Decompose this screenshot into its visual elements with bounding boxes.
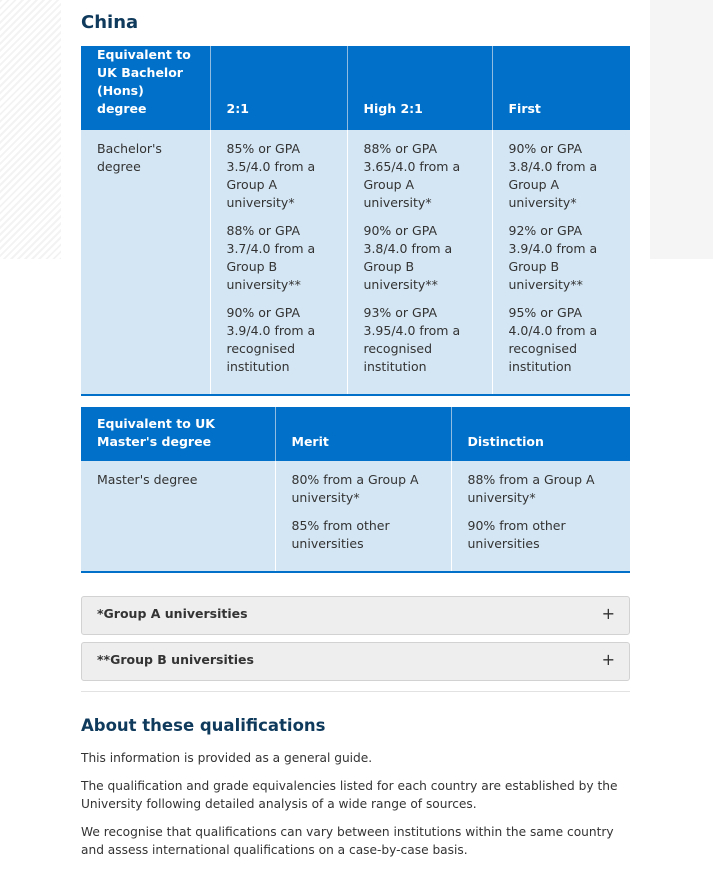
grade-entry: 85% or GPA 3.5/4.0 from a Group A university* [226,141,316,210]
grade-entry: 88% from a Group A university* [467,472,595,505]
grade-entry: 88% or GPA 3.7/4.0 from a Group B university** [226,223,316,292]
grade-cell [492,130,630,395]
about-paragraph: This information is provided as a general guide. [81,751,373,765]
accordion-group-a-universities[interactable] [81,596,630,635]
table-row [81,461,630,572]
accordion-label: *Group A universities [97,606,248,621]
grade-entry: 90% or GPA 3.8/4.0 from a Group B university** [363,223,453,292]
column-header: Merit [275,407,451,461]
column-header: Equivalent to UK Bachelor (Hons) degree [81,46,210,130]
column-header: First [492,46,630,130]
grade-entry: 90% from other universities [467,518,566,551]
accordion-group-b-universities[interactable] [81,642,630,681]
grade-entry: 80% from a Group A university* [291,472,419,505]
column-header: 2:1 [210,46,347,130]
table-row [81,130,630,395]
grade-cell [210,130,347,395]
row-label: Bachelor's degree [81,130,210,395]
column-header: High 2:1 [347,46,492,130]
bachelor-equivalency-table [81,46,630,396]
grade-cell [451,461,630,572]
accordion-label: **Group B universities [97,652,254,667]
grade-entry: 90% or GPA 3.8/4.0 from a Group A university* [508,141,598,210]
grade-entry: 92% or GPA 3.9/4.0 from a Group B university** [508,223,598,292]
row-label: Master's degree [81,461,275,572]
grade-entry: 90% or GPA 3.9/4.0 from a recognised institution [226,305,316,374]
grade-entry: 85% from other universities [291,518,390,551]
table-header-row [81,407,630,461]
country-title: China [81,12,139,33]
section-divider [81,691,630,692]
grade-entry: 88% or GPA 3.65/4.0 from a Group A university* [363,141,461,210]
master-equivalency-table [81,407,630,573]
grade-entry: 93% or GPA 3.95/4.0 from a recognised institution [363,305,461,374]
about-heading: About these qualifications [81,716,326,735]
about-paragraph: The qualification and grade equivalencies listed for each country are established by the University following detailed analysis of a wide range of sources. [81,779,618,811]
column-header: Distinction [451,407,630,461]
column-header: Equivalent to UK Master's degree [81,407,275,461]
about-paragraph: We recognise that qualifications can vary between institutions within the same country and assess international qualifications on a case-by-case basis. [81,825,614,857]
grade-entry: 95% or GPA 4.0/4.0 from a recognised institution [508,305,598,374]
decorative-pattern [0,0,61,259]
side-panel [650,0,713,259]
expand-plus-icon[interactable]: + [601,604,615,623]
grade-cell [347,130,492,395]
table-header-row [81,46,630,130]
grade-cell [275,461,451,572]
expand-plus-icon[interactable]: + [601,650,615,669]
